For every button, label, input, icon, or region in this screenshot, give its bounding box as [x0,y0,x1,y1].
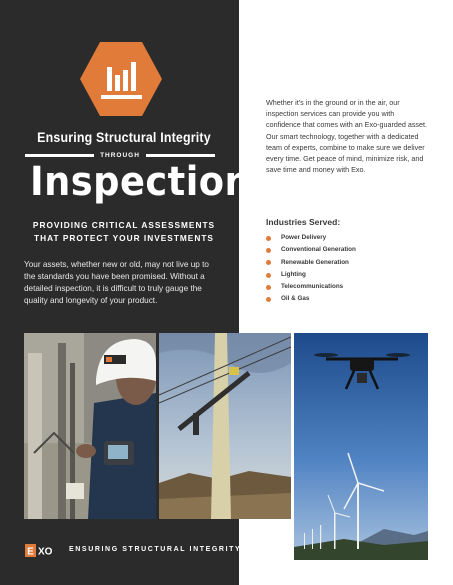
list-item: Telecommunications [266,281,356,293]
bullet-dot-icon [266,273,271,278]
bullet-dot-icon [266,236,271,241]
logo-rest-letters: XO [38,546,53,557]
bullet-dot-icon [266,297,271,302]
exo-logo [25,544,60,557]
connector-text: THROUGH [100,151,140,159]
photo-inspector [24,333,156,519]
industries-title: Industries Served: [266,217,341,227]
subhead-line2: THAT PROTECT YOUR INVESTMENTS [34,233,214,243]
list-item: Lighting [266,269,356,281]
industries-list [266,232,356,306]
title-line1: Ensuring Structural Integrity [37,130,211,145]
left-body-text: Your assets, whether new or old, may not live up to the standards you have been promised. Without a detailed inspection, it is difficult to truly gauge the quality and longevity of your product. [24,260,209,305]
footer-tagline: ENSURING STRUCTURAL INTEGRITY [69,546,242,553]
subhead-line1: PROVIDING CRITICAL ASSESSMENTS [32,220,216,230]
list-item: Renewable Generation [266,257,356,269]
photo-utility-pole [159,333,291,519]
photo-drone-wind-turbines [294,333,428,560]
bullet-dot-icon [266,260,271,265]
divider-rule [25,154,94,157]
list-item: Conventional Generation [266,244,356,256]
bar-chart-icon [79,41,163,117]
divider-rule [146,154,215,157]
logo-letter: E [27,546,34,557]
bullet-dot-icon [266,285,271,290]
page-title: Inspection [30,159,252,205]
subhead [24,219,224,245]
bullet-dot-icon [266,248,271,253]
list-item: Oil & Gas [266,293,356,305]
right-body-text: Whether it's in the ground or in the air, our inspection services can provide you with confidence that comes with an Exo-guarded asset. Our smart technology, together with a dedicated team of experts, combine to make sure we deliver every time. Get peace of mind, minimize risk, and save time and money with Exo. [266,98,428,175]
list-item: Power Delivery [266,232,356,244]
